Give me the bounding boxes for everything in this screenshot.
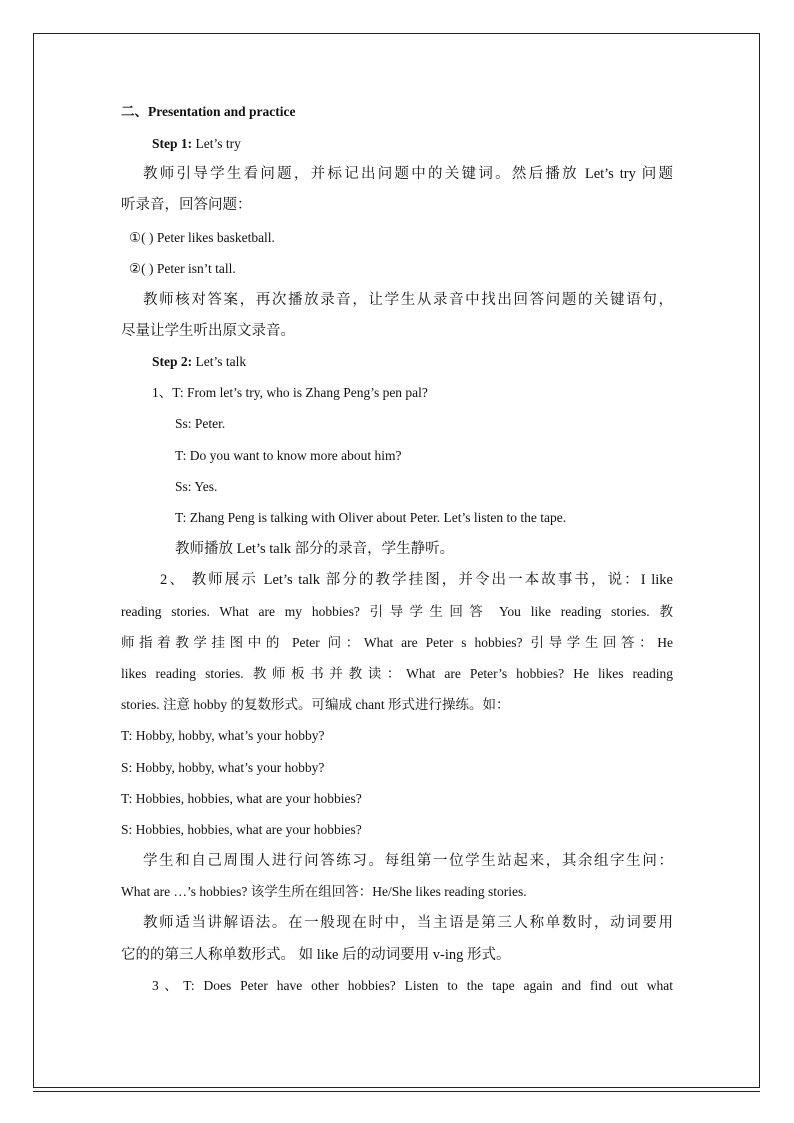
para1-line1: 教师引导学生看问题，并标记出问题中的关键词。然后播放 Let’s try 问题	[143, 166, 673, 182]
page-border-bottom-line	[33, 1091, 760, 1092]
talk-line: Ss: Peter.	[175, 416, 226, 431]
para3-line: reading stories. What are my hobbies? 引导学生回答 You like reading stories. 教	[121, 604, 673, 619]
step1-label: Step 1:	[152, 136, 193, 151]
para5-line1: 教师适当讲解语法。在一般现在时中，当主语是第三人称单数时，动词要用	[143, 915, 673, 931]
step2-heading	[152, 353, 246, 371]
para1-line2: 听录音，回答问题：	[121, 197, 252, 213]
step2-title: Let’s talk	[195, 354, 247, 369]
para5-line2: 它的的第三人称单数形式。 如 like 后的动词要用 v-ing 形式。	[121, 947, 511, 963]
para4-line2: What are …’s hobbies? 该学生所在组回答：He/She likes reading stories.	[121, 884, 527, 899]
talk-line: T: Do you want to know more about him?	[175, 448, 402, 463]
chant-line: T: Hobbies, hobbies, what are your hobbies?	[121, 791, 362, 806]
question-1: ①( ) Peter likes basketball.	[129, 230, 275, 245]
chant-line: S: Hobby, hobby, what’s your hobby?	[121, 760, 325, 775]
chant-line: T: Hobby, hobby, what’s your hobby?	[121, 728, 325, 743]
talk-line: Ss: Yes.	[175, 479, 218, 494]
para6-line: 3、T: Does Peter have other hobbies? Listen to the tape again and find out what	[152, 978, 673, 993]
step2-label: Step 2:	[152, 354, 193, 369]
para4-line1: 学生和自己周围人进行问答练习。每组第一位学生站起来，其余组字生问：	[143, 853, 673, 869]
para3-line: stories. 注意 hobby 的复数形式。可编成 chant 形式进行操练。如：	[121, 697, 510, 712]
para2-line1: 教师核对答案，再次播放录音，让学生从录音中找出回答问题的关键语句，	[143, 292, 673, 308]
talk-line: T: Zhang Peng is talking with Oliver about Peter. Let’s listen to the tape.	[175, 510, 567, 525]
para3-line: 2、 教师展示 Let’s talk 部分的教学挂图，并令出一本故事书，说：I like	[160, 572, 673, 588]
step1-heading	[152, 135, 241, 153]
talk-line: 1、T: From let’s try, who is Zhang Peng’s pen pal?	[152, 385, 428, 400]
question-2: ②( ) Peter isn’t tall.	[129, 261, 236, 276]
section-heading: 二、Presentation and practice	[121, 104, 296, 119]
para2-line2: 尽量让学生听出原文录音。	[121, 323, 295, 339]
para3-line: 师指着教学挂图中的 Peter 问：What are Peter s hobbies? 引导学生回答：He	[121, 635, 673, 650]
step1-title: Let’s try	[195, 136, 241, 151]
para3-line: likes reading stories. 教师板书并教读：What are Peter’s hobbies? He likes reading	[121, 666, 673, 681]
chant-line: S: Hobbies, hobbies, what are your hobbies?	[121, 822, 362, 837]
talk-line: 教师播放 Let’s talk 部分的录音，学生静听。	[175, 541, 455, 557]
